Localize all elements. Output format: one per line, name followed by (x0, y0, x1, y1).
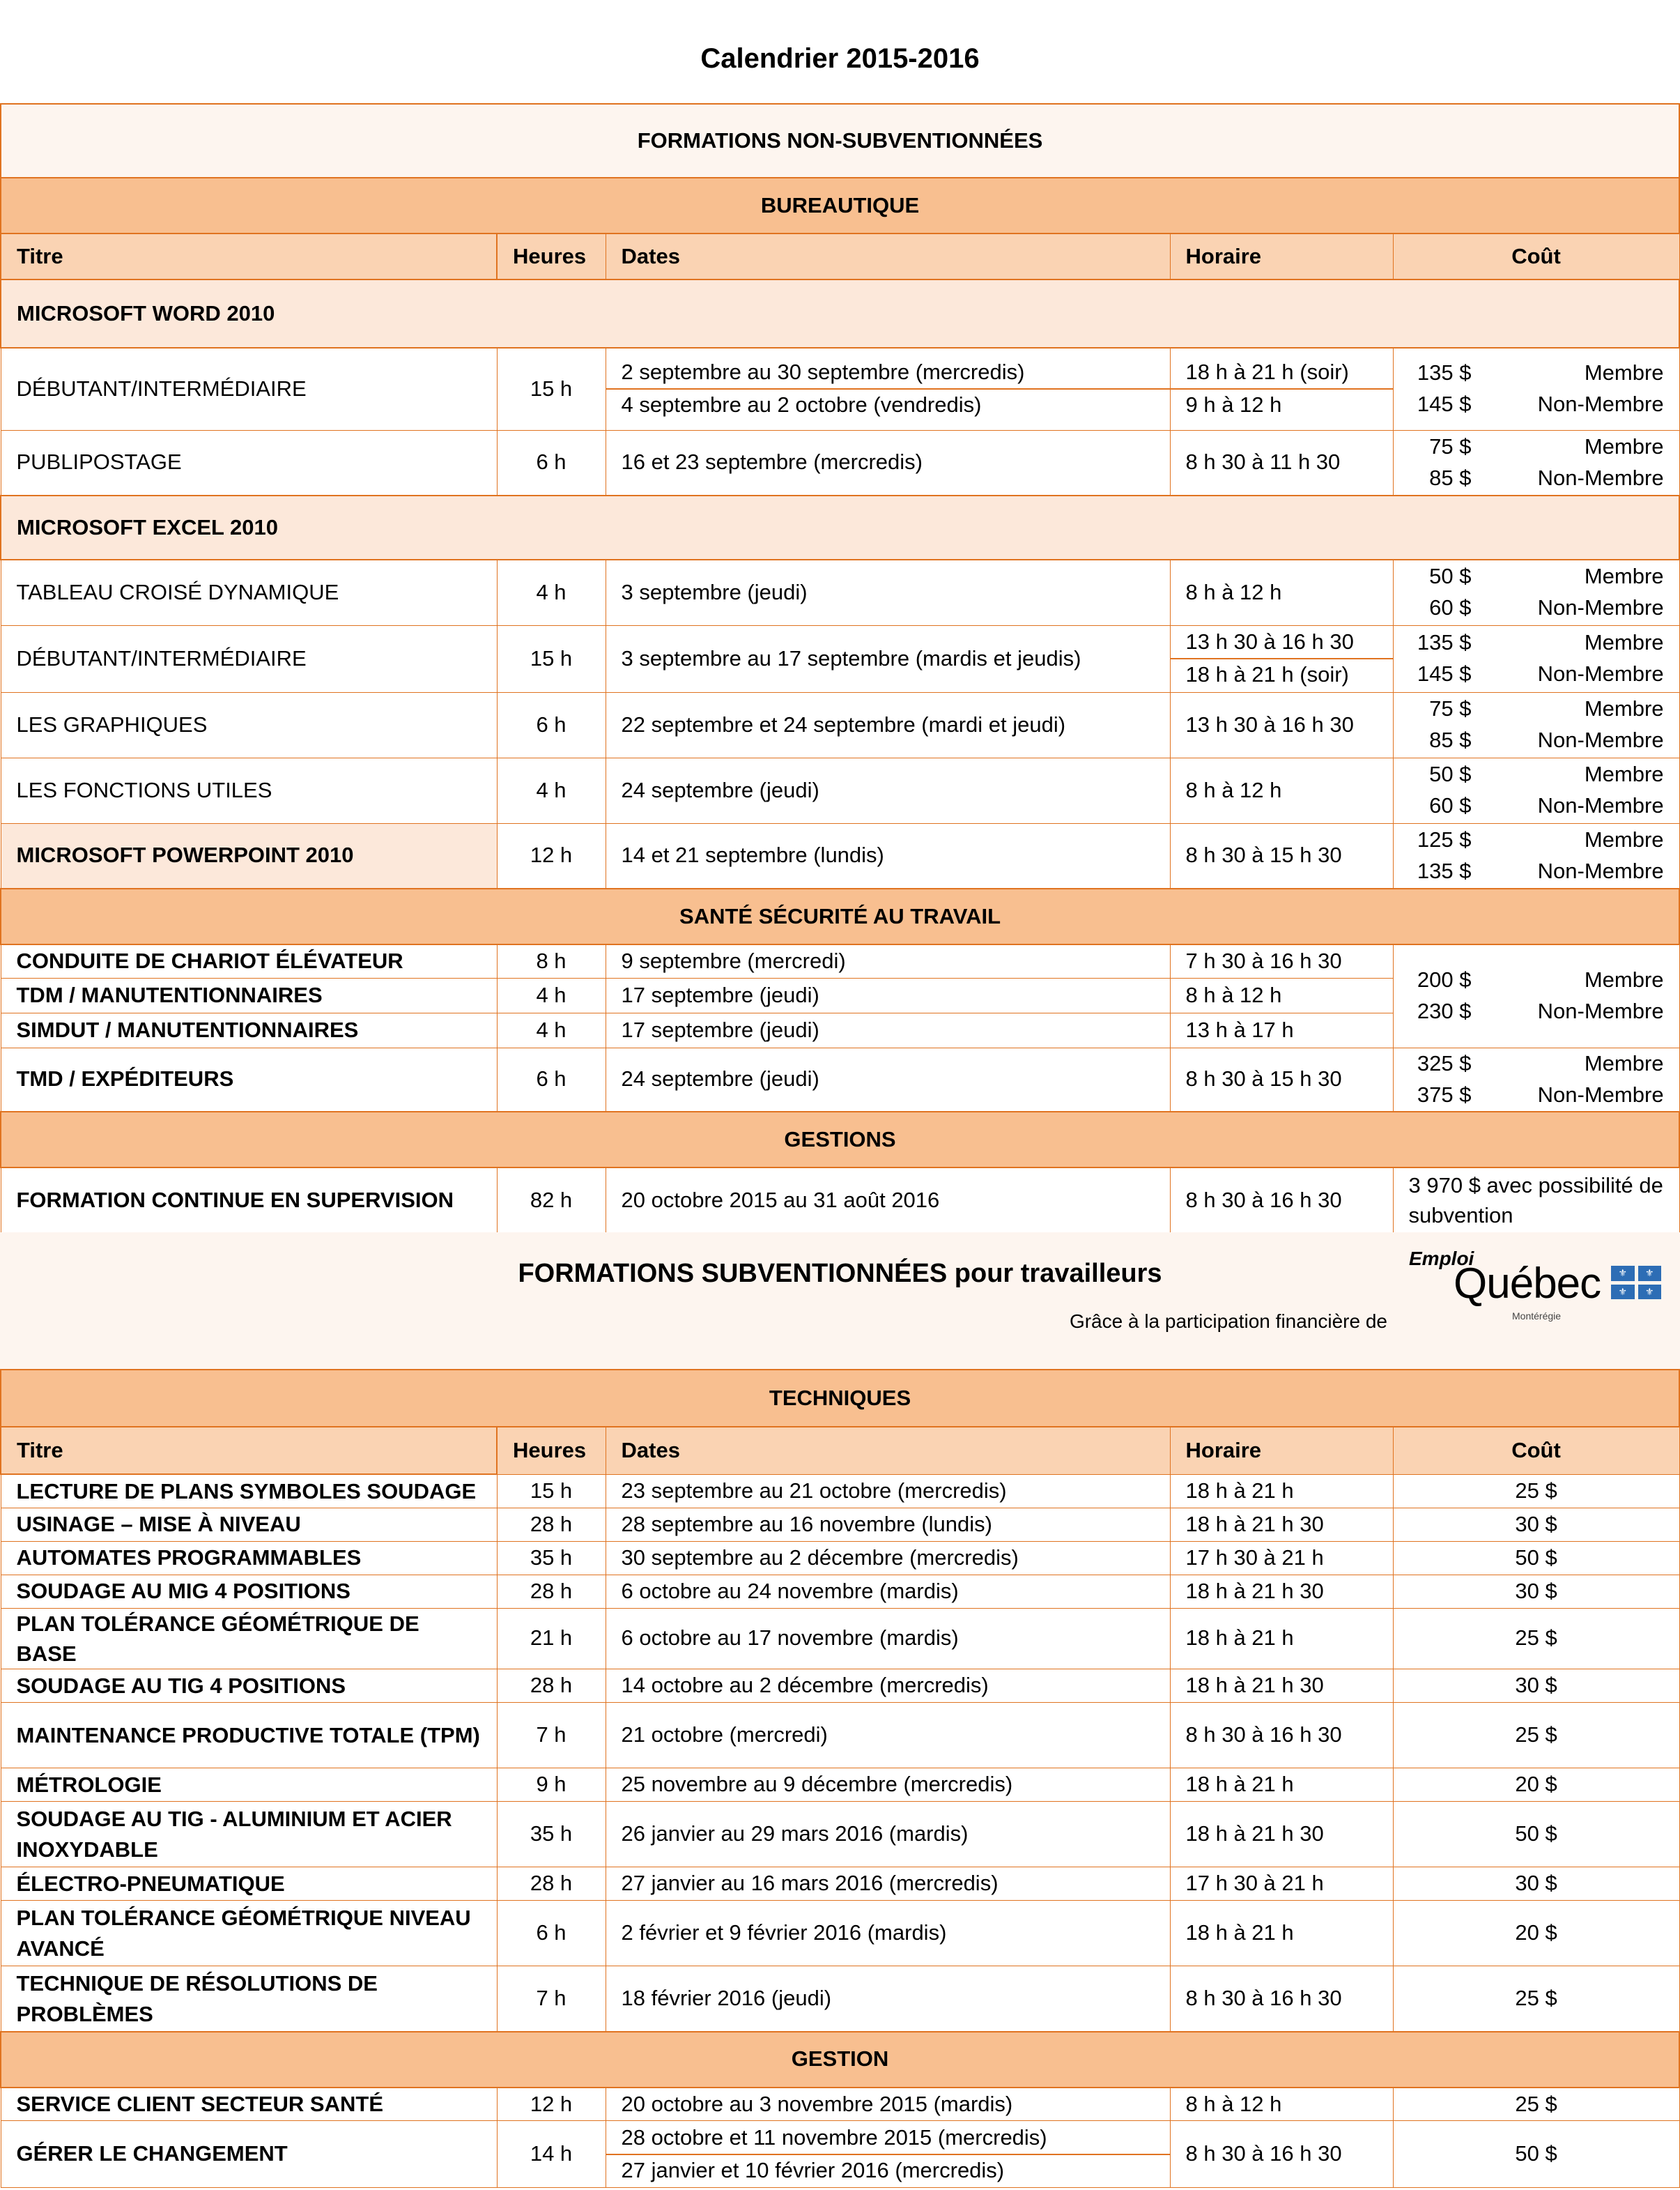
row-cost: 50 $ (1393, 2121, 1679, 2188)
fleur-de-lis-icon: ⚜ (1638, 1285, 1662, 1300)
row-cost (1393, 560, 1679, 625)
row-hours: 7 h (497, 1966, 606, 2032)
fleur-de-lis-icon: ⚜ (1611, 1266, 1635, 1281)
row-schedule (1170, 348, 1393, 430)
table-row (1, 1048, 1679, 1112)
col-header-heures: Heures (497, 1427, 606, 1474)
row-title: PUBLIPOSTAGE (1, 430, 497, 496)
group-word: MICROSOFT WORD 2010 (1, 280, 1679, 348)
row-schedule: 8 h 30 à 16 h 30 (1170, 1703, 1393, 1768)
table-row (1, 1768, 1679, 1802)
group-excel: MICROSOFT EXCEL 2010 (1, 496, 1679, 560)
row-schedule: 18 h à 21 h 30 (1170, 1669, 1393, 1703)
row-title: TECHNIQUE DE RÉSOLUTIONS DE PROBLÈMES (1, 1966, 497, 2032)
row-cost: 30 $ (1393, 1575, 1679, 1608)
row-title: AUTOMATES PROGRAMMABLES (1, 1541, 497, 1575)
nonmember-label: Non-Membre (1537, 858, 1664, 883)
techniques-rows (1, 1474, 1679, 2032)
row-title: SOUDAGE AU TIG - ALUMINIUM ET ACIER INOXYDABLE (1, 1802, 497, 1867)
row-schedule: 8 h 30 à 16 h 30 (1170, 1167, 1393, 1233)
row-dates: 3 septembre au 17 septembre (mardis et jeudis) (606, 625, 1170, 692)
col-header-cout: Coût (1393, 1427, 1679, 1474)
row-cost: 20 $ (1393, 1768, 1679, 1802)
subsidized-banner (0, 1232, 1680, 1369)
row-hours: 82 h (497, 1167, 606, 1233)
member-label: Membre (1584, 967, 1664, 993)
cost-nonmember: 135 $ (1417, 858, 1472, 883)
nonmember-label: Non-Membre (1537, 1082, 1664, 1107)
row-dates: 14 octobre au 2 décembre (mercredis) (606, 1669, 1170, 1703)
cost-nonmember: 60 $ (1429, 595, 1472, 620)
row-schedule (1170, 625, 1393, 692)
row-hours: 6 h (497, 692, 606, 758)
column-header-row (1, 233, 1679, 280)
row-dates: 23 septembre au 21 octobre (mercredis) (606, 1474, 1170, 1508)
row-cost: 30 $ (1393, 1508, 1679, 1541)
row-dates: 24 septembre (jeudi) (606, 758, 1170, 823)
row-schedule: 18 h à 21 h 30 (1170, 1802, 1393, 1867)
row-hours: 28 h (497, 1669, 606, 1703)
row-schedule: 17 h 30 à 21 h (1170, 1867, 1393, 1901)
col-header-titre: Titre (1, 1427, 497, 1474)
cost-member: 125 $ (1417, 827, 1472, 852)
col-header-cout: Coût (1393, 233, 1679, 280)
row-schedule: 18 h à 21 h (1170, 1901, 1393, 1966)
table-row (1, 1608, 1679, 1669)
row-cost: 25 $ (1393, 1608, 1679, 1669)
row-hours: 35 h (497, 1541, 606, 1575)
nonmember-label: Non-Membre (1537, 793, 1664, 818)
member-label: Membre (1584, 630, 1664, 655)
table-row (1, 1867, 1679, 1901)
schedule-line: 13 h 30 à 16 h 30 (1185, 629, 1354, 654)
row-title: FORMATION CONTINUE EN SUPERVISION (1, 1167, 497, 1233)
row-dates: 20 octobre au 3 novembre 2015 (mardis) (606, 2088, 1170, 2121)
row-cost: 30 $ (1393, 1867, 1679, 1901)
cost-nonmember: 85 $ (1429, 728, 1472, 752)
row-hours: 28 h (497, 1508, 606, 1541)
cost-nonmember: 85 $ (1429, 465, 1472, 490)
table-row (1, 560, 1679, 625)
row-schedule: 8 h 30 à 16 h 30 (1170, 1966, 1393, 2032)
col-header-horaire: Horaire (1170, 233, 1393, 280)
row-cost (1393, 692, 1679, 758)
table-row (1, 625, 1679, 692)
row-cost: 50 $ (1393, 1541, 1679, 1575)
cost-nonmember: 145 $ (1417, 392, 1472, 417)
table-row (1, 758, 1679, 823)
row-title: LES GRAPHIQUES (1, 692, 497, 758)
member-label: Membre (1584, 696, 1664, 721)
row-schedule: 8 h 30 à 15 h 30 (1170, 1048, 1393, 1112)
nonmember-label: Non-Membre (1537, 728, 1664, 752)
table-row (1, 1167, 1679, 1233)
row-dates: 22 septembre et 24 septembre (mardi et jeudi) (606, 692, 1170, 758)
row-hours: 7 h (497, 1703, 606, 1768)
row-hours: 4 h (497, 560, 606, 625)
category-gestion: GESTION (1, 2032, 1679, 2088)
nonmember-label: Non-Membre (1537, 465, 1664, 490)
date-line: 4 septembre au 2 octobre (vendredis) (606, 388, 1170, 421)
row-cost: 25 $ (1393, 1966, 1679, 2032)
row-dates: 9 septembre (mercredi) (606, 944, 1170, 978)
row-title: ÉLECTRO-PNEUMATIQUE (1, 1867, 497, 1901)
subsidized-title-rest: pour travailleurs (947, 1259, 1162, 1288)
row-cost (1393, 758, 1679, 823)
table-row (1, 1541, 1679, 1575)
row-schedule: 18 h à 21 h (1170, 1608, 1393, 1669)
row-title: SOUDAGE AU TIG 4 POSITIONS (1, 1669, 497, 1703)
table-row (1, 2088, 1679, 2121)
category-sst: SANTÉ SÉCURITÉ AU TRAVAIL (1, 889, 1679, 944)
row-cost: 30 $ (1393, 1669, 1679, 1703)
row-dates: 17 septembre (jeudi) (606, 1013, 1170, 1048)
row-hours: 35 h (497, 1802, 606, 1867)
subsidized-title-bold: FORMATIONS SUBVENTIONNÉES (518, 1259, 948, 1288)
non-subsidized-banner: FORMATIONS NON-SUBVENTIONNÉES (1, 104, 1679, 178)
date-line: 27 janvier et 10 février 2016 (mercredis) (606, 2154, 1170, 2187)
row-schedule: 13 h à 17 h (1170, 1013, 1393, 1048)
row-dates: 14 et 21 septembre (lundis) (606, 823, 1170, 889)
member-label: Membre (1584, 564, 1664, 589)
row-title: DÉBUTANT/INTERMÉDIAIRE (1, 625, 497, 692)
member-label: Membre (1584, 360, 1664, 385)
cost-nonmember: 230 $ (1417, 999, 1472, 1024)
row-title: TABLEAU CROISÉ DYNAMIQUE (1, 560, 497, 625)
row-cost (1393, 823, 1679, 889)
row-hours: 15 h (497, 625, 606, 692)
table-row (1, 348, 1679, 430)
row-schedule: 18 h à 21 h 30 (1170, 1575, 1393, 1608)
row-title: MAINTENANCE PRODUCTIVE TOTALE (TPM) (1, 1703, 497, 1768)
row-dates: 28 septembre au 16 novembre (lundis) (606, 1508, 1170, 1541)
cost-member: 200 $ (1417, 967, 1472, 993)
table-row (1, 1703, 1679, 1768)
row-title: CONDUITE DE CHARIOT ÉLÉVATEUR (1, 944, 497, 978)
table-row (1, 1669, 1679, 1703)
cost-member: 75 $ (1429, 434, 1472, 459)
cost-nonmember: 145 $ (1417, 661, 1472, 686)
non-subsidized-table (0, 103, 1680, 1234)
row-cost: 3 970 $ avec possibilité de subvention (1393, 1167, 1679, 1233)
member-label: Membre (1584, 434, 1664, 459)
cost-member: 50 $ (1429, 564, 1472, 589)
member-label: Membre (1584, 762, 1664, 787)
table-row (1, 1474, 1679, 1508)
row-hours: 4 h (497, 1013, 606, 1048)
col-header-dates: Dates (606, 1427, 1170, 1474)
row-schedule: 8 h à 12 h (1170, 978, 1393, 1013)
row-schedule: 8 h à 12 h (1170, 560, 1393, 625)
row-title: MÉTROLOGIE (1, 1768, 497, 1802)
row-title: TDM / MANUTENTIONNAIRES (1, 978, 497, 1013)
row-schedule: 18 h à 21 h (1170, 1768, 1393, 1802)
row-hours: 4 h (497, 978, 606, 1013)
row-dates: 3 septembre (jeudi) (606, 560, 1170, 625)
row-schedule: 18 h à 21 h (1170, 1474, 1393, 1508)
logo-quebec: Québec (1454, 1259, 1601, 1308)
logo-emploi: Emploi (1409, 1248, 1474, 1269)
funding-note: Grâce à la participation financière de (1069, 1310, 1387, 1332)
row-hours: 28 h (497, 1867, 606, 1901)
row-dates: 6 octobre au 24 novembre (mardis) (606, 1575, 1170, 1608)
row-schedule: 8 h à 12 h (1170, 2088, 1393, 2121)
cost-member: 75 $ (1429, 696, 1472, 721)
nonmember-label: Non-Membre (1537, 661, 1664, 686)
column-header-row (1, 1427, 1679, 1474)
row-dates: 30 septembre au 2 décembre (mercredis) (606, 1541, 1170, 1575)
row-title: DÉBUTANT/INTERMÉDIAIRE (1, 348, 497, 430)
cost-member: 135 $ (1417, 360, 1472, 385)
row-dates: 18 février 2016 (jeudi) (606, 1966, 1170, 2032)
row-schedule: 18 h à 21 h 30 (1170, 1508, 1393, 1541)
table-row (1, 1901, 1679, 1966)
nonmember-label: Non-Membre (1537, 999, 1664, 1024)
row-title: LES FONCTIONS UTILES (1, 758, 497, 823)
page-title: Calendrier 2015-2016 (700, 43, 980, 74)
row-schedule: 13 h 30 à 16 h 30 (1170, 692, 1393, 758)
row-dates: 25 novembre au 9 décembre (mercredis) (606, 1768, 1170, 1802)
row-title: SOUDAGE AU MIG 4 POSITIONS (1, 1575, 497, 1608)
row-cost: 25 $ (1393, 2088, 1679, 2121)
category-gestions: GESTIONS (1, 1112, 1679, 1167)
row-hours: 6 h (497, 430, 606, 496)
member-label: Membre (1584, 1050, 1664, 1075)
fleur-de-lis-icon: ⚜ (1611, 1285, 1635, 1300)
emploi-quebec-logo (1409, 1248, 1653, 1324)
row-hours: 15 h (497, 1474, 606, 1508)
table-row (1, 430, 1679, 496)
row-title: USINAGE – MISE À NIVEAU (1, 1508, 497, 1541)
schedule-line: 18 h à 21 h (soir) (1185, 360, 1349, 385)
row-title: MICROSOFT POWERPOINT 2010 (1, 823, 497, 889)
row-schedule: 17 h 30 à 21 h (1170, 1541, 1393, 1575)
row-cost: 50 $ (1393, 1802, 1679, 1867)
row-dates: 16 et 23 septembre (mercredis) (606, 430, 1170, 496)
table-row (1, 1575, 1679, 1608)
row-title: GÉRER LE CHANGEMENT (1, 2121, 497, 2188)
table-row (1, 1802, 1679, 1867)
date-line: 2 septembre au 30 septembre (mercredis) (621, 360, 1025, 385)
row-dates: 26 janvier au 29 mars 2016 (mardis) (606, 1802, 1170, 1867)
row-dates: 27 janvier au 16 mars 2016 (mercredis) (606, 1867, 1170, 1901)
member-label: Membre (1584, 827, 1664, 852)
row-dates: 2 février et 9 février 2016 (mardis) (606, 1901, 1170, 1966)
row-schedule: 8 h 30 à 15 h 30 (1170, 823, 1393, 889)
row-hours: 8 h (497, 944, 606, 978)
col-header-heures: Heures (497, 233, 606, 280)
row-hours: 6 h (497, 1901, 606, 1966)
cost-member: 135 $ (1417, 630, 1472, 655)
row-hours: 15 h (497, 348, 606, 430)
row-dates: 20 octobre 2015 au 31 août 2016 (606, 1167, 1170, 1233)
date-line: 28 octobre et 11 novembre 2015 (mercredis) (621, 2124, 1047, 2150)
row-hours: 12 h (497, 823, 606, 889)
row-schedule: 8 h à 12 h (1170, 758, 1393, 823)
col-header-horaire: Horaire (1170, 1427, 1393, 1474)
row-hours: 6 h (497, 1048, 606, 1112)
table-row (1, 1966, 1679, 2032)
row-dates: 6 octobre au 17 novembre (mardis) (606, 1608, 1170, 1669)
table-row (1, 2121, 1679, 2188)
subsidized-table (0, 1369, 1680, 2188)
table-row (1, 1508, 1679, 1541)
row-hours: 12 h (497, 2088, 606, 2121)
row-hours: 28 h (497, 1575, 606, 1608)
row-title: SIMDUT / MANUTENTIONNAIRES (1, 1013, 497, 1048)
row-title: SERVICE CLIENT SECTEUR SANTÉ (1, 2088, 497, 2121)
cost-member: 325 $ (1417, 1050, 1472, 1075)
row-title: PLAN TOLÉRANCE GÉOMÉTRIQUE NIVEAU AVANCÉ (1, 1901, 497, 1966)
nonmember-label: Non-Membre (1537, 392, 1664, 417)
row-dates: 17 septembre (jeudi) (606, 978, 1170, 1013)
row-title: LECTURE DE PLANS SYMBOLES SOUDAGE (1, 1474, 497, 1508)
col-header-titre: Titre (1, 233, 497, 280)
category-bureautique: BUREAUTIQUE (1, 178, 1679, 233)
row-dates: 21 octobre (mercredi) (606, 1703, 1170, 1768)
row-hours: 14 h (497, 2121, 606, 2188)
row-cost: 25 $ (1393, 1474, 1679, 1508)
row-dates: 24 septembre (jeudi) (606, 1048, 1170, 1112)
cost-nonmember: 375 $ (1417, 1082, 1472, 1107)
row-schedule: 7 h 30 à 16 h 30 (1170, 944, 1393, 978)
row-schedule: 8 h 30 à 11 h 30 (1170, 430, 1393, 496)
row-cost: 20 $ (1393, 1901, 1679, 1966)
cost-nonmember: 60 $ (1429, 793, 1472, 818)
row-cost (1393, 348, 1679, 430)
row-schedule: 8 h 30 à 16 h 30 (1170, 2121, 1393, 2188)
nonmember-label: Non-Membre (1537, 595, 1664, 620)
row-cost: 25 $ (1393, 1703, 1679, 1768)
table-row (1, 823, 1679, 889)
row-title: TMD / EXPÉDITEURS (1, 1048, 497, 1112)
row-cost (1393, 944, 1679, 1048)
schedule-line: 18 h à 21 h (soir) (1171, 658, 1393, 691)
quebec-flag-icon (1611, 1266, 1661, 1299)
table-row (1, 944, 1679, 978)
category-techniques: TECHNIQUES (1, 1370, 1679, 1427)
fleur-de-lis-icon: ⚜ (1638, 1266, 1662, 1281)
row-title: PLAN TOLÉRANCE GÉOMÉTRIQUE DE BASE (1, 1608, 497, 1669)
row-dates (606, 348, 1170, 430)
schedule-line: 9 h à 12 h (1171, 388, 1393, 421)
row-dates (606, 2121, 1170, 2188)
row-cost (1393, 625, 1679, 692)
row-hours: 9 h (497, 1768, 606, 1802)
col-header-dates: Dates (606, 233, 1170, 280)
row-cost (1393, 430, 1679, 496)
cost-member: 50 $ (1429, 762, 1472, 787)
row-hours: 4 h (497, 758, 606, 823)
row-cost (1393, 1048, 1679, 1112)
row-hours: 21 h (497, 1608, 606, 1669)
logo-region: Montérégie (1512, 1310, 1562, 1322)
table-row (1, 692, 1679, 758)
